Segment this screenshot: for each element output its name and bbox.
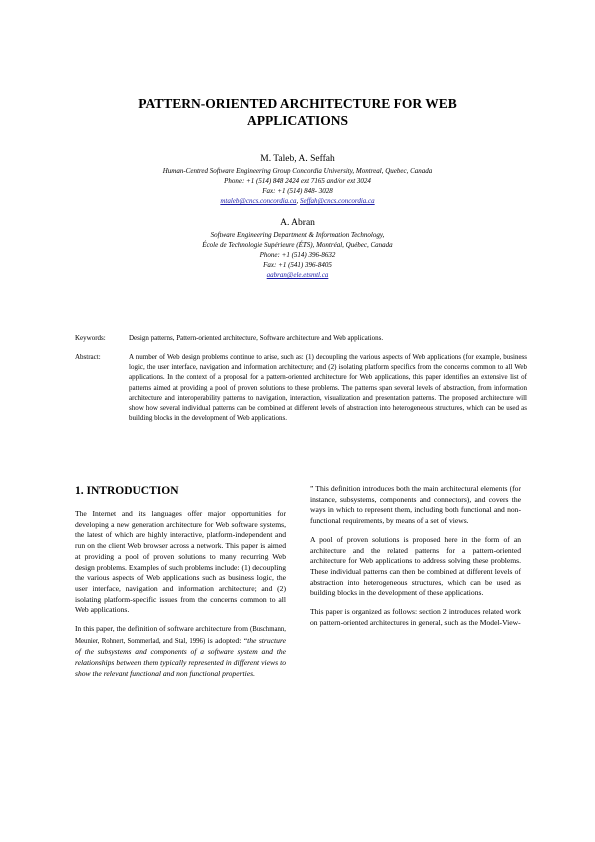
paragraph-continuation: ” This definition introduces both the main architectural elements (for instance, subsystems, components and connectors), and covers the ways in which to represent them, including both functional and non-functional requirements, by means of a set of views. — [310, 484, 521, 526]
author-block-1 — [60, 153, 535, 206]
abstract-text: A number of Web design problems continue to arise, such as: (1) decoupling the various aspects of Web applications (for example, business logic, the user interface, navigation and information architecture; and (2) isolating platform specifics from the concerns common to all Web applications. In the context of a proposal for a pattern-oriented architecture for Web applications, this paper identifies an extensive list of patterns aimed at providing a pool of proven solutions to these problems. The patterns span several levels of abstraction, from information architecture and interoperability patterns to navigation, interaction, visualization and presentation patterns. The proposed architecture will show how several individual patterns can be combined at different levels of abstraction into heterogeneous structures, which can be used as building blocks in the development of Web applications. — [129, 353, 527, 423]
keywords-label: Keywords: — [75, 334, 106, 342]
email-link[interactable]: mtaleb@cncs.concordia.ca — [220, 197, 297, 205]
author-fax: Fax: +1 (514) 848- 3028 — [262, 187, 333, 195]
abstract-label: Abstract: — [75, 353, 101, 361]
paragraph: This paper is organized as follows: section 2 introduces related work on pattern-oriented architectures in general, such as the Model-View- — [310, 607, 521, 627]
column-right — [310, 484, 521, 636]
author-fax: Fax: +1 (541) 396-8405 — [263, 261, 332, 269]
email-link[interactable]: Seffah@cncs.concordia.ca — [300, 197, 375, 205]
author-affiliation: Human-Centred Software Engineering Group Concordia University, Montreal, Quebec, Canada — [162, 167, 433, 175]
paragraph-text: is adopted: “ — [205, 635, 248, 645]
column-left — [75, 484, 286, 680]
keywords-block — [75, 333, 527, 343]
paragraph-text: In this paper, the definition of software architecture from — [75, 624, 250, 634]
author-school: École de Technologie Supérieure (ÉTS), Montréal, Québec, Canada — [202, 241, 393, 249]
paper-title — [60, 95, 535, 129]
section-heading: 1. INTRODUCTION — [75, 485, 179, 497]
paragraph — [75, 624, 286, 680]
author-department: Software Engineering Department & Information Technology, — [210, 231, 385, 239]
paragraph: The Internet and its languages offer major opportunities for developing a new generation architecture for Web software systems, the latest of which are highly interactive, platform-independent and run on the client Web browser across a network. This paper is aimed at providing a pool of proven solutions to many recurring Web design problems. Examples of such problems include: (1) decoupling the various aspects of Web applications such as business logic, the user interface, navigation and information architecture; and (2) isolating platform-specific issues from the concerns common to all Web applications. — [75, 509, 286, 615]
author-block-2 — [60, 217, 535, 280]
author-phone: Phone: +1 (514) 396-8632 — [259, 251, 336, 259]
email-separator: , — [296, 197, 301, 205]
author-email-line — [60, 270, 535, 280]
author-names: A. Abran — [280, 218, 315, 228]
title-line-1: PATTERN-ORIENTED ARCHITECTURE FOR WEB — [138, 96, 457, 111]
author-phone: Phone: +1 (514) 848 2424 ext 7165 and/or ext 3024 — [224, 177, 371, 185]
keywords-text: Design patterns, Pattern-oriented architecture, Software architecture and Web applications. — [129, 334, 384, 342]
abstract-block — [75, 352, 527, 423]
citation: (Buschmann, Meunier, Rohnert, Sommerlad, and Stal, 1996) — [75, 626, 286, 645]
quote-text: the structure of the subsystems and components of a software system and the relationships between them typically represented in different views to show the relevant functional and non functional properties. — [75, 635, 286, 678]
paragraph: A pool of proven solutions is proposed here in the form of an architecture and the related patterns for a pattern-oriented architecture for Web applications to address solving these problems. These individual patterns can then be combined at different levels of abstraction into heterogeneous structures, which can be used as building blocks in the development of these applications. — [310, 534, 521, 598]
title-line-2: APPLICATIONS — [246, 113, 348, 128]
author-emails — [60, 196, 535, 206]
author-names: M. Taleb, A. Seffah — [260, 154, 335, 164]
email-link[interactable]: aabran@ele.etsmtl.ca — [266, 271, 329, 279]
